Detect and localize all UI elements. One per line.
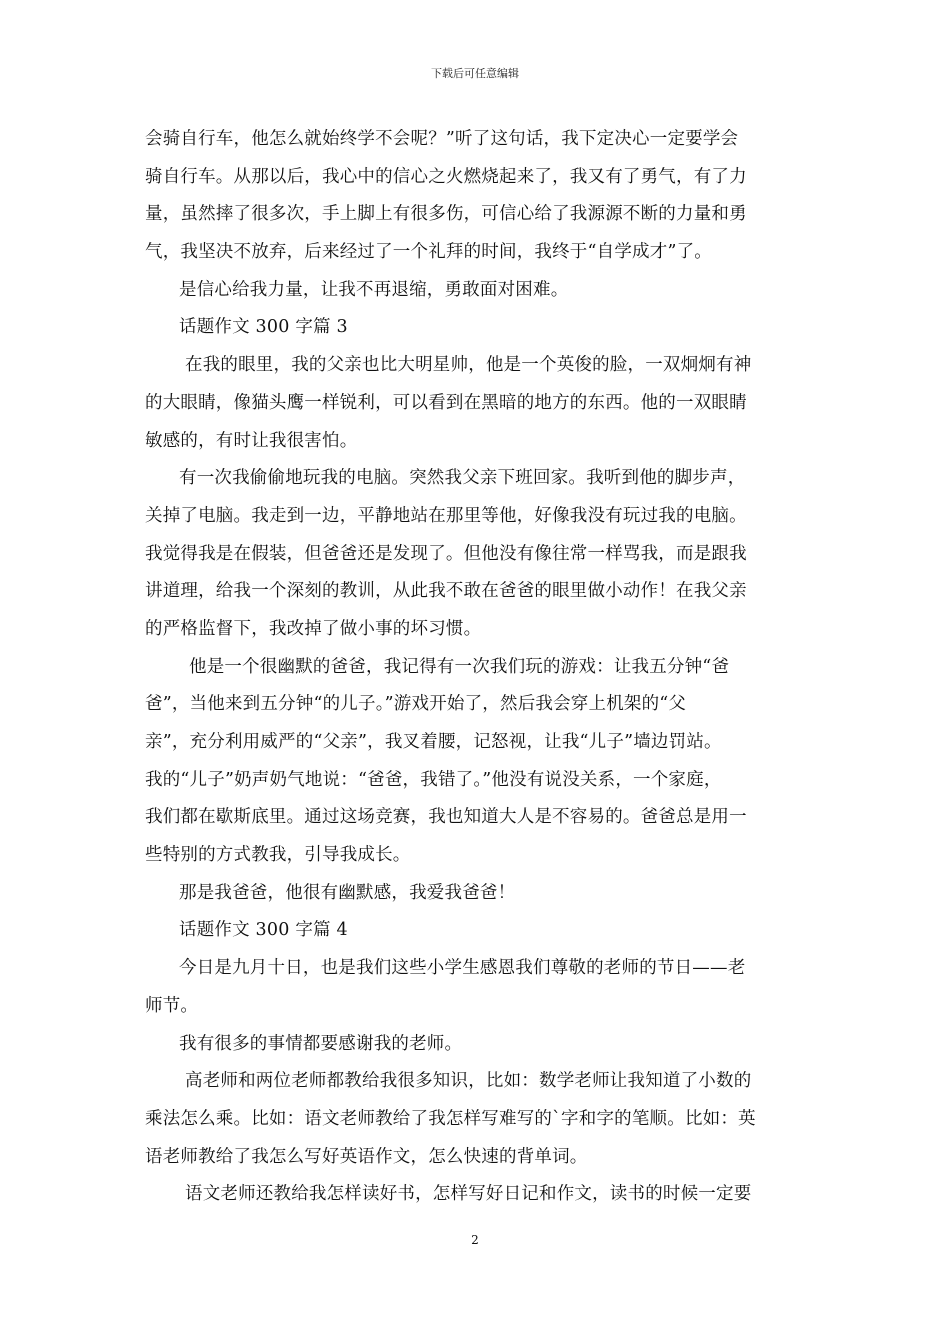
text-line: 气，我坚决不放弃，后来经过了一个礼拜的时间，我终于“自学成才”了。	[145, 242, 712, 263]
text-line: 我觉得我是在假装，但爸爸还是发现了。但他没有像往常一样骂我，而是跟我	[145, 543, 747, 564]
text-line: 他是一个很幽默的爸爸，我记得有一次我们玩的游戏：让我五分钟“爸	[189, 656, 730, 677]
text-line: 量，虽然摔了很多次，手上脚上有很多伤，可信心给了我源源不断的力量和勇	[145, 204, 747, 225]
text-line: 会骑自行车，他怎么就始终学不会呢？”听了这句话，我下定决心一定要学会	[145, 129, 739, 149]
page-number: 2	[471, 1233, 479, 1247]
text-line: 的大眼睛，像猫头鹰一样锐利，可以看到在黑暗的地方的东西。他的一双眼睛	[145, 392, 747, 413]
text-line: 那是我爸爸，他很有幽默感，我爱我爸爸！	[179, 882, 516, 903]
text-line: 师节。	[145, 995, 199, 1016]
text-line: 我们都在歇斯底里。通过这场竞赛，我也知道大人是不容易的。爸爸总是用一	[145, 807, 747, 828]
text-line: 骑自行车。从那以后，我心中的信心之火燃烧起来了，我又有了勇气，有了力	[145, 166, 747, 187]
text-line: 讲道理，给我一个深刻的教训，从此我不敢在爸爸的眼里做小动作！在我父亲	[145, 581, 747, 602]
text-line: 在我的眼里，我的父亲也比大明星帅，他是一个英俊的脸，一双炯炯有神	[185, 355, 752, 376]
text-line: 是信心给我力量，让我不再退缩，勇敢面对困难。	[179, 279, 569, 300]
text-line: 我的“儿子”奶声奶气地说：“爸爸，我错了。”他没有说没关系，一个家庭，	[145, 769, 722, 790]
text-line: 亲”，充分利用威严的“父亲”，我叉着腰，记怒视，让我“儿子”墙边罚站。	[145, 732, 722, 752]
page-header: 下载后可任意编辑	[431, 67, 519, 80]
text-line: 话题作文 300 字篇 4	[179, 920, 348, 941]
text-line: 语老师教给了我怎么写好英语作文，怎么快速的背单词。	[145, 1146, 588, 1167]
text-line: 的严格监督下，我改掉了做小事的坏习惯。	[145, 618, 482, 639]
text-line: 爸”，当他来到五分钟“的儿子。”游戏开始了，然后我会穿上机架的“父	[145, 694, 687, 715]
text-line: 敏感的，有时让我很害怕。	[145, 430, 358, 451]
text-line: 些特别的方式教我，引导我成长。	[145, 845, 411, 866]
text-line: 语文老师还教给我怎样读好书，怎样写好日记和作文，读书的时候一定要	[185, 1184, 752, 1205]
document-body	[145, 124, 810, 1217]
text-line: 关掉了电脑。我走到一边，平静地站在那里等他，好像我没有玩过我的电脑。	[145, 505, 747, 526]
text-line: 乘法怎么乘。比如：语文老师教给了我怎样写难写的`字和字的笔顺。比如：英	[145, 1108, 756, 1129]
text-line: 高老师和两位老师都教给我很多知识，比如：数学老师让我知道了小数的	[185, 1071, 752, 1092]
text-line: 我有很多的事情都要感谢我的老师。	[179, 1033, 463, 1054]
text-line: 今日是九月十日，也是我们这些小学生感恩我们尊敬的老师的节日——老	[179, 958, 746, 979]
text-line: 话题作文 300 字篇 3	[179, 317, 348, 338]
text-line: 有一次我偷偷地玩我的电脑。突然我父亲下班回家。我听到他的脚步声，	[179, 468, 746, 489]
